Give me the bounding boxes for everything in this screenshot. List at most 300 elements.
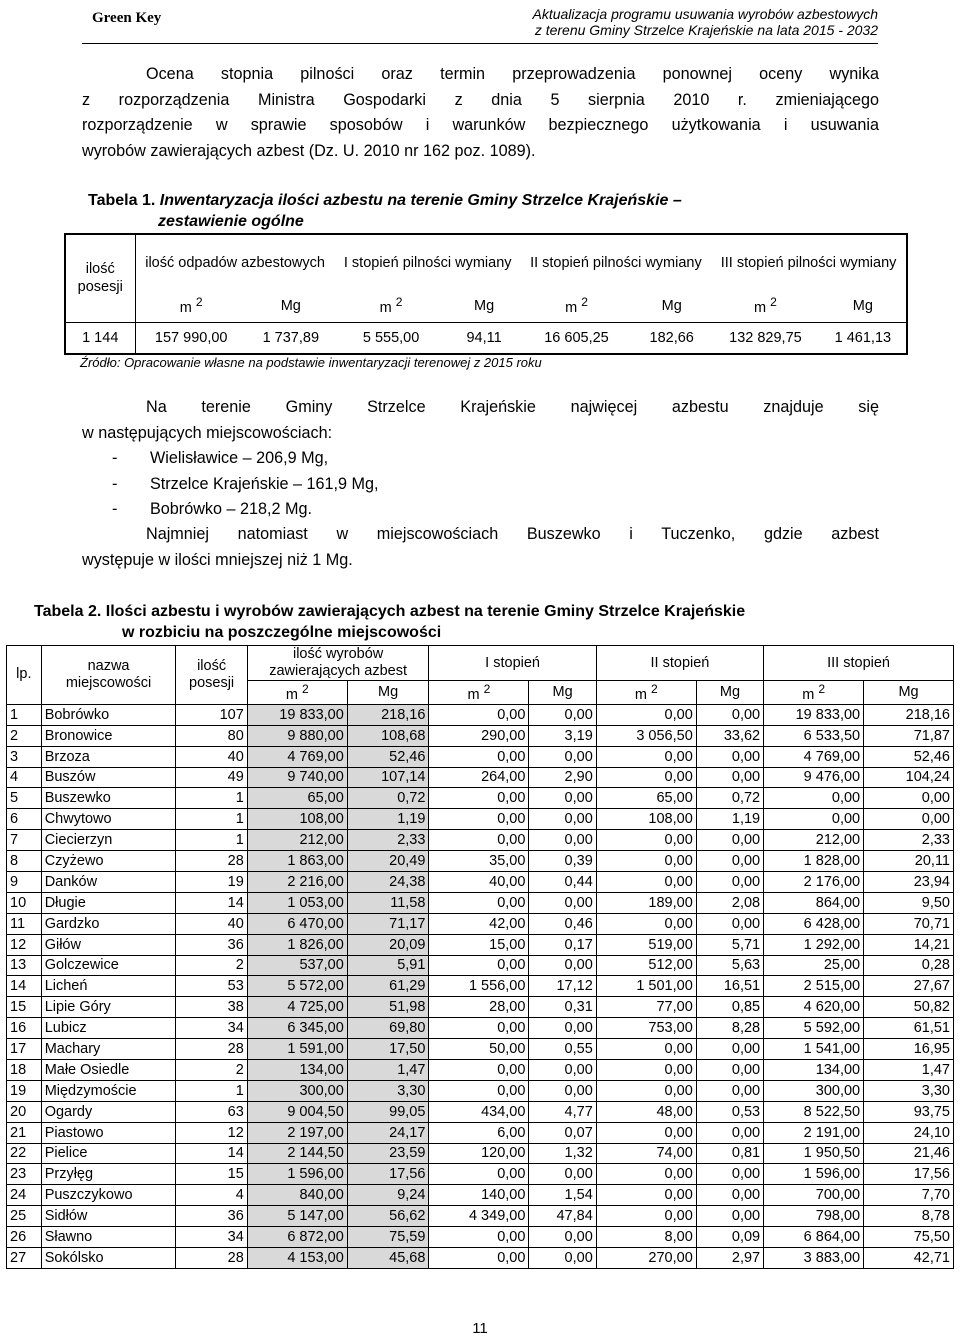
table-cell: 4 725,00 — [247, 997, 347, 1018]
table-cell: 9 004,50 — [247, 1101, 347, 1122]
table-cell: 2 216,00 — [247, 871, 347, 892]
table-cell: 8 522,50 — [764, 1101, 864, 1122]
summary-cell: 16 605,25 — [521, 322, 633, 354]
table-cell: 218,16 — [864, 704, 954, 725]
table-cell: 71,87 — [864, 725, 954, 746]
table-cell: 1,19 — [696, 809, 763, 830]
table-cell: 2,97 — [696, 1247, 763, 1268]
table-cell: 2,33 — [864, 830, 954, 851]
unit-mg: Mg — [864, 681, 954, 705]
table-cell: 28,00 — [429, 997, 529, 1018]
summary-table — [64, 233, 908, 355]
table-cell: 0,55 — [529, 1039, 596, 1060]
table-cell: 7,70 — [864, 1185, 954, 1206]
table-cell: Golczewice — [41, 955, 176, 976]
table-cell: 8,78 — [864, 1206, 954, 1227]
table-cell: 23,94 — [864, 871, 954, 892]
table-row — [7, 1185, 954, 1206]
table-cell: 0,00 — [764, 809, 864, 830]
table-cell: 300,00 — [764, 1080, 864, 1101]
table-cell: Lubicz — [41, 1018, 176, 1039]
summary-cell: 132 829,75 — [711, 322, 820, 354]
table-cell: 36 — [176, 1206, 247, 1227]
table-cell: 1 596,00 — [764, 1164, 864, 1185]
table-cell: 134,00 — [247, 1059, 347, 1080]
table-cell: 290,00 — [429, 725, 529, 746]
table-row — [7, 1122, 954, 1143]
table-cell: 4 769,00 — [247, 746, 347, 767]
table-cell: Bronowice — [41, 725, 176, 746]
table-cell: 0,00 — [529, 1227, 596, 1248]
table-cell: 512,00 — [596, 955, 696, 976]
table-cell: 0,00 — [529, 1059, 596, 1080]
document-title — [532, 6, 878, 38]
table-cell: 49 — [176, 767, 247, 788]
table-cell: 300,00 — [247, 1080, 347, 1101]
header-stopien-2: II stopień pilności wymiany — [530, 254, 702, 271]
table-cell: 17,56 — [347, 1164, 429, 1185]
table-cell: 0,00 — [429, 788, 529, 809]
table-cell: 134,00 — [764, 1059, 864, 1080]
table-cell: 2 197,00 — [247, 1122, 347, 1143]
table-row — [7, 809, 954, 830]
table-cell: 1,54 — [529, 1185, 596, 1206]
table-cell: Przyłęg — [41, 1164, 176, 1185]
table-cell: 19 833,00 — [764, 704, 864, 725]
table-cell: 15 — [7, 997, 42, 1018]
table-row — [7, 1018, 954, 1039]
unit-m2: m $^2$ — [753, 295, 777, 317]
table-cell: 2 — [7, 725, 42, 746]
table-cell: 19 833,00 — [247, 704, 347, 725]
table-cell: 77,00 — [596, 997, 696, 1018]
table-cell: 798,00 — [764, 1206, 864, 1227]
table-cell: 17 — [7, 1039, 42, 1060]
table-row — [7, 871, 954, 892]
table-cell: 63 — [176, 1101, 247, 1122]
table-cell: 9,50 — [864, 892, 954, 913]
table-cell: 7 — [7, 830, 42, 851]
table-cell: 0,00 — [429, 746, 529, 767]
header-stopien-1: I stopień pilności wymiany — [343, 254, 512, 271]
header-odpady: ilość odpadów azbestowych — [145, 254, 325, 271]
table-cell: Giłów — [41, 934, 176, 955]
table-cell: 6 428,00 — [764, 913, 864, 934]
summary-cell: 5 555,00 — [335, 322, 448, 354]
table-cell: 6 345,00 — [247, 1018, 347, 1039]
table-cell: 9 880,00 — [247, 725, 347, 746]
table-cell: 108,00 — [596, 809, 696, 830]
table-cell: Lipie Góry — [41, 997, 176, 1018]
table-cell: 2 144,50 — [247, 1143, 347, 1164]
table-row — [7, 1039, 954, 1060]
table-cell: 9,24 — [347, 1185, 429, 1206]
table-cell: 15 — [176, 1164, 247, 1185]
table-cell: Buszów — [41, 767, 176, 788]
unit-mg: Mg — [529, 681, 596, 705]
table-cell: 0,00 — [596, 830, 696, 851]
table-cell: 0,00 — [529, 892, 596, 913]
table-cell: 5,63 — [696, 955, 763, 976]
table-cell: 0,85 — [696, 997, 763, 1018]
page-header — [82, 6, 878, 44]
table1-source: Źródło: Opracowanie własne na podstawie inwentaryzacji terenowej z 2015 roku — [80, 355, 542, 370]
table-cell: 0,00 — [596, 1039, 696, 1060]
header-stopien-3: III stopień pilności wymiany — [720, 254, 897, 271]
table-cell: 1 556,00 — [429, 976, 529, 997]
table-cell: 1,32 — [529, 1143, 596, 1164]
table-cell: 2 — [176, 1059, 247, 1080]
table-cell: 5 592,00 — [764, 1018, 864, 1039]
table-cell: 61,29 — [347, 976, 429, 997]
unit-m2: m $^2$ — [429, 681, 529, 705]
intro-line: z rozporządzenia Ministra Gospodarki z dnia 5 sierpnia 2010 r. zmieniającego — [82, 91, 879, 109]
table-cell: 434,00 — [429, 1101, 529, 1122]
table-cell: 0,00 — [529, 788, 596, 809]
table-cell: 52,46 — [864, 746, 954, 767]
table-cell: 0,00 — [529, 809, 596, 830]
table-cell: 0,00 — [596, 871, 696, 892]
table-cell: 0,00 — [429, 1059, 529, 1080]
table-cell: 3 883,00 — [764, 1247, 864, 1268]
table-cell: 1,47 — [347, 1059, 429, 1080]
table-row — [7, 997, 954, 1018]
table-cell: 0,00 — [429, 830, 529, 851]
table-cell: 13 — [7, 955, 42, 976]
table-cell: 34 — [176, 1018, 247, 1039]
table-cell: 0,00 — [696, 913, 763, 934]
header-wyroby: ilość wyrobów zawierających azbest — [247, 646, 429, 681]
table-cell: 1 292,00 — [764, 934, 864, 955]
table-cell: Pielice — [41, 1143, 176, 1164]
brand-name: Green Key — [92, 10, 162, 26]
table-cell: 99,05 — [347, 1101, 429, 1122]
table-row — [7, 767, 954, 788]
table-cell: 0,00 — [696, 830, 763, 851]
table-cell: 2,08 — [696, 892, 763, 913]
header-stopien-2: II stopień — [596, 646, 763, 681]
table-cell: 840,00 — [247, 1185, 347, 1206]
table-cell: 0,00 — [696, 1080, 763, 1101]
table-cell: 16 — [7, 1018, 42, 1039]
table-cell: 80 — [176, 725, 247, 746]
table-cell: 3 056,50 — [596, 725, 696, 746]
table-cell: 212,00 — [764, 830, 864, 851]
table-cell: 75,50 — [864, 1227, 954, 1248]
table2-title: w rozbiciu na poszczególne miejscowości — [122, 624, 442, 641]
table-cell: 1 — [176, 809, 247, 830]
table-cell: 0,00 — [429, 892, 529, 913]
table-cell: 0,00 — [596, 767, 696, 788]
table-cell: 0,39 — [529, 851, 596, 872]
list-dash: - — [112, 475, 118, 493]
table-cell: 1,19 — [347, 809, 429, 830]
table-cell: 93,75 — [864, 1101, 954, 1122]
table-cell: 5,91 — [347, 955, 429, 976]
table-row — [7, 1101, 954, 1122]
table-row — [7, 913, 954, 934]
table-cell: Bobrówko — [41, 704, 176, 725]
intro-line: rozporządzenie w sprawie sposobów i warunków bezpiecznego użytkowania i usuwania — [82, 116, 879, 134]
table-cell: 0,00 — [529, 830, 596, 851]
middle-line: Na terenie Gminy Strzelce Krajeńskie najwięcej azbestu znajduje się — [146, 398, 879, 416]
table-cell: 0,00 — [429, 1018, 529, 1039]
table-cell: 21,46 — [864, 1143, 954, 1164]
table-cell: 0,00 — [529, 1164, 596, 1185]
list-item-text: Wielisławice – 206,9 Mg, — [150, 449, 329, 467]
table-row — [7, 934, 954, 955]
table-cell: 14 — [176, 892, 247, 913]
table-cell: 8,00 — [596, 1227, 696, 1248]
table-cell: 1 501,00 — [596, 976, 696, 997]
table-cell: 75,59 — [347, 1227, 429, 1248]
table-cell: 0,00 — [864, 809, 954, 830]
table-row — [7, 1227, 954, 1248]
table-cell: 17,12 — [529, 976, 596, 997]
table-cell: 1 541,00 — [764, 1039, 864, 1060]
table-cell: 3 — [7, 746, 42, 767]
unit-m2: m $^2$ — [596, 681, 696, 705]
table-cell: 25,00 — [764, 955, 864, 976]
table-cell: 0,72 — [696, 788, 763, 809]
table-cell: Międzymoście — [41, 1080, 176, 1101]
table-cell: 0,00 — [596, 851, 696, 872]
table1-label: Tabela 1. — [88, 192, 156, 209]
table-cell: Ciecierzyn — [41, 830, 176, 851]
units-row — [65, 290, 907, 322]
summary-cell: 1 461,13 — [820, 322, 907, 354]
table-cell: 0,00 — [696, 1122, 763, 1143]
table-cell: 0,00 — [529, 1247, 596, 1268]
table-cell: 28 — [176, 1247, 247, 1268]
table-cell: 33,62 — [696, 725, 763, 746]
summary-cell: 1 144 — [65, 322, 135, 354]
unit-m2: m $^2$ — [565, 295, 588, 317]
table-cell: 12 — [7, 934, 42, 955]
table-cell: 0,81 — [696, 1143, 763, 1164]
table-cell: 23 — [7, 1164, 42, 1185]
table-cell: 27 — [7, 1247, 42, 1268]
unit-mg: Mg — [347, 681, 429, 705]
table-cell: 45,68 — [347, 1247, 429, 1268]
summary-cell: 182,66 — [632, 322, 711, 354]
table-cell: 2,33 — [347, 830, 429, 851]
table-cell: 0,09 — [696, 1227, 763, 1248]
table-cell: 0,00 — [596, 704, 696, 725]
table-cell: 21 — [7, 1122, 42, 1143]
table-cell: 5 — [7, 788, 42, 809]
table-cell: 864,00 — [764, 892, 864, 913]
table-cell: 6 872,00 — [247, 1227, 347, 1248]
table-cell: Sławno — [41, 1227, 176, 1248]
table-cell: 5 147,00 — [247, 1206, 347, 1227]
table-cell: 70,71 — [864, 913, 954, 934]
table-cell: Ogardy — [41, 1101, 176, 1122]
table-cell: 14 — [176, 1143, 247, 1164]
unit-m2: m $^2$ — [179, 295, 203, 317]
table-cell: 65,00 — [596, 788, 696, 809]
table-cell: Sokólsko — [41, 1247, 176, 1268]
table-cell: 40 — [176, 746, 247, 767]
table-cell: 24,17 — [347, 1122, 429, 1143]
table-cell: 0,28 — [864, 955, 954, 976]
unit-m2: m $^2$ — [379, 295, 403, 317]
table-cell: 61,51 — [864, 1018, 954, 1039]
table-cell: 42,71 — [864, 1247, 954, 1268]
table-row — [7, 1059, 954, 1080]
table-cell: 1 826,00 — [247, 934, 347, 955]
table-cell: 8,28 — [696, 1018, 763, 1039]
table-cell: 9 740,00 — [247, 767, 347, 788]
table-cell: 264,00 — [429, 767, 529, 788]
table-cell: Chwytowo — [41, 809, 176, 830]
table-cell: Machary — [41, 1039, 176, 1060]
table-cell: 212,00 — [247, 830, 347, 851]
table-cell: 9 476,00 — [764, 767, 864, 788]
table-cell: 16,95 — [864, 1039, 954, 1060]
list-item-text: Bobrówko – 218,2 Mg. — [150, 500, 312, 518]
table-cell: 4 349,00 — [429, 1206, 529, 1227]
table-cell: 107 — [176, 704, 247, 725]
table-cell: 50,82 — [864, 997, 954, 1018]
table-cell: 25 — [7, 1206, 42, 1227]
table-cell: 50,00 — [429, 1039, 529, 1060]
table-cell: 0,00 — [429, 1247, 529, 1268]
table-row — [7, 892, 954, 913]
middle-line: Najmniej natomiast w miejscowościach Buszewko i Tuczenko, gdzie azbest — [146, 525, 879, 543]
table-cell: 1 053,00 — [247, 892, 347, 913]
table2-label: Tabela 2. — [34, 603, 102, 620]
table-cell: 1 828,00 — [764, 851, 864, 872]
intro-line: Ocena stopnia pilności oraz termin przeprowadzenia ponownej oceny wynika — [146, 65, 879, 83]
table-cell: 0,00 — [596, 1185, 696, 1206]
table-cell: 519,00 — [596, 934, 696, 955]
table-cell: 107,14 — [347, 767, 429, 788]
table-row — [7, 830, 954, 851]
table-cell: 14 — [7, 976, 42, 997]
table-cell: 14,21 — [864, 934, 954, 955]
table-cell: Sidłów — [41, 1206, 176, 1227]
table-cell: 3,30 — [347, 1080, 429, 1101]
table-cell: 56,62 — [347, 1206, 429, 1227]
table-cell: 12 — [176, 1122, 247, 1143]
table-cell: 20,09 — [347, 934, 429, 955]
table-cell: 40,00 — [429, 871, 529, 892]
table-row — [7, 746, 954, 767]
table-cell: 0,00 — [596, 746, 696, 767]
table-cell: 71,17 — [347, 913, 429, 934]
table-cell: Danków — [41, 871, 176, 892]
table-row — [7, 851, 954, 872]
table-cell: 0,17 — [529, 934, 596, 955]
table-cell: 16,51 — [696, 976, 763, 997]
table-cell: 0,00 — [529, 704, 596, 725]
unit-mg: Mg — [852, 297, 873, 314]
table-cell: 4 153,00 — [247, 1247, 347, 1268]
table-cell: 38 — [176, 997, 247, 1018]
table-cell: 0,46 — [529, 913, 596, 934]
table-row — [7, 1143, 954, 1164]
unit-mg: Mg — [661, 297, 682, 314]
table-cell: 0,00 — [696, 851, 763, 872]
table-cell: 0,00 — [429, 1227, 529, 1248]
table-cell: 5,71 — [696, 934, 763, 955]
table-cell: Brzoza — [41, 746, 176, 767]
table-cell: 22 — [7, 1143, 42, 1164]
table-cell: 0,00 — [596, 1122, 696, 1143]
table-row — [7, 976, 954, 997]
table1-title: zestawienie ogólne — [158, 213, 304, 230]
table-cell: 2 176,00 — [764, 871, 864, 892]
table-cell: 6 — [7, 809, 42, 830]
table-cell: 0,00 — [696, 704, 763, 725]
table2-title: Ilości azbestu i wyrobów zawierających azbest na terenie Gminy Strzelce Krajeńskie — [105, 603, 746, 620]
table-cell: Małe Osiedle — [41, 1059, 176, 1080]
table-cell: 0,07 — [529, 1122, 596, 1143]
table-cell: 1,47 — [864, 1059, 954, 1080]
table-cell: 120,00 — [429, 1143, 529, 1164]
table-cell: 0,00 — [696, 1164, 763, 1185]
table-cell: 5 572,00 — [247, 976, 347, 997]
table-cell: 4 769,00 — [764, 746, 864, 767]
table-cell: 1 — [7, 704, 42, 725]
header-stopien-3: III stopień — [764, 646, 954, 681]
unit-mg: Mg — [280, 297, 301, 314]
table-cell: 26 — [7, 1227, 42, 1248]
table-cell: 19 — [176, 871, 247, 892]
document-title-line: Aktualizacja programu usuwania wyrobów azbestowych — [532, 6, 878, 22]
locality-table — [6, 645, 954, 1269]
unit-mg: Mg — [696, 681, 763, 705]
table-cell: 0,00 — [696, 767, 763, 788]
header-nazwa: nazwa miejscowości — [41, 646, 176, 705]
table-cell: 17,50 — [347, 1039, 429, 1060]
table-row — [7, 788, 954, 809]
summary-data-row — [65, 322, 907, 354]
table-cell: 0,00 — [429, 955, 529, 976]
table1-title: Inwentaryzacja ilości azbestu na terenie Gminy Strzelce Krajeńskie – — [159, 192, 682, 209]
table-cell: 65,00 — [247, 788, 347, 809]
middle-line: występuje w ilości mniejszej niż 1 Mg. — [82, 551, 353, 569]
table-cell: 0,00 — [529, 1018, 596, 1039]
middle-line: w następujących miejscowościach: — [82, 424, 333, 442]
table-cell: 6 533,50 — [764, 725, 864, 746]
table-cell: 108,68 — [347, 725, 429, 746]
table-cell: 9 — [7, 871, 42, 892]
table-cell: 4,77 — [529, 1101, 596, 1122]
table-cell: 40 — [176, 913, 247, 934]
table-cell: Puszczykowo — [41, 1185, 176, 1206]
table-cell: 1 950,50 — [764, 1143, 864, 1164]
table-cell: 47,84 — [529, 1206, 596, 1227]
table-cell: 0,00 — [596, 1164, 696, 1185]
table-cell: Licheń — [41, 976, 176, 997]
table-cell: 0,00 — [596, 1206, 696, 1227]
table-cell: 1 — [176, 830, 247, 851]
table-cell: 6 864,00 — [764, 1227, 864, 1248]
table-cell: 2 — [176, 955, 247, 976]
table-cell: 0,00 — [596, 1059, 696, 1080]
table-cell: 18 — [7, 1059, 42, 1080]
table-cell: 218,16 — [347, 704, 429, 725]
table-cell: 28 — [176, 1039, 247, 1060]
header-lp: lp. — [7, 646, 42, 705]
table1-caption — [88, 190, 908, 232]
table-cell: 4 620,00 — [764, 997, 864, 1018]
table-cell: 24,10 — [864, 1122, 954, 1143]
table-cell: 0,00 — [429, 1164, 529, 1185]
table-cell: 2 191,00 — [764, 1122, 864, 1143]
